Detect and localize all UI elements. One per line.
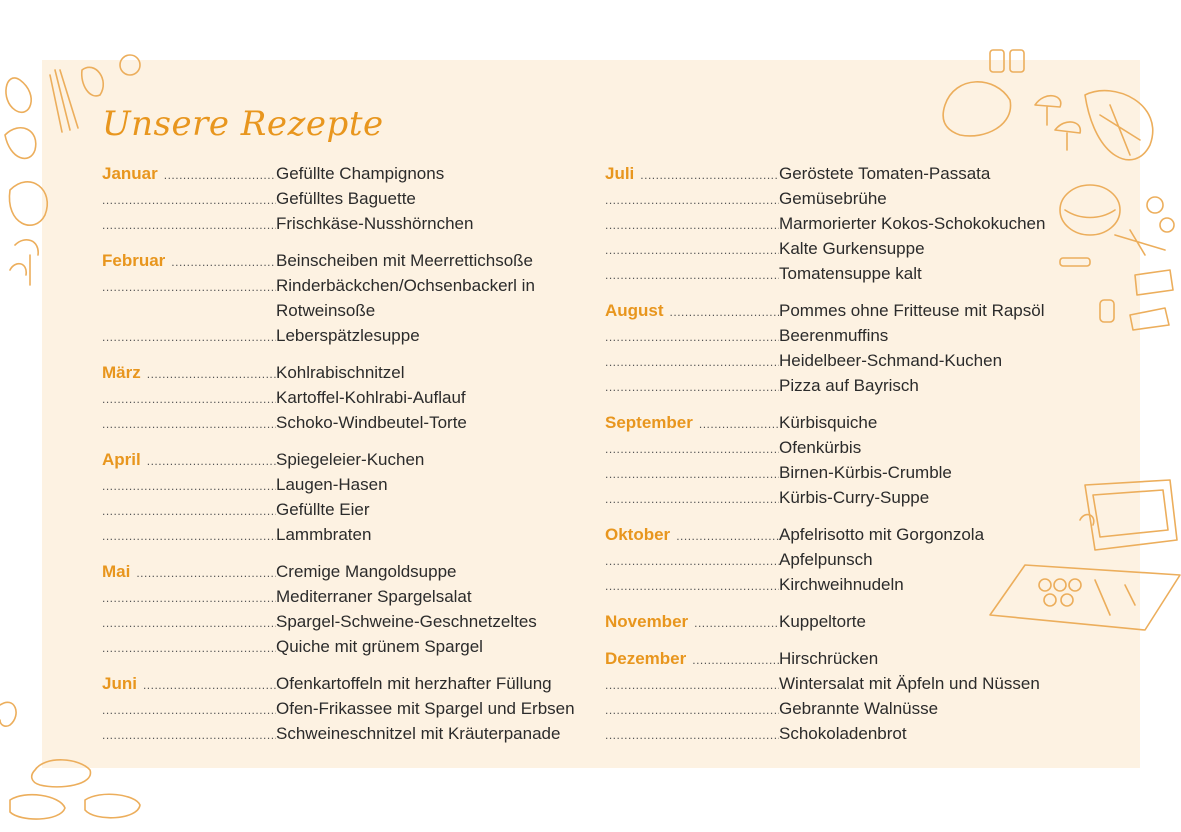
- recipe-name: Ofenkartoffeln mit herzhafter Füllung: [276, 674, 552, 693]
- recipe-name: Heidelbeer-Schmand-Kuchen: [779, 351, 1003, 370]
- month-leader: [102, 193, 276, 207]
- recipe-row: [102, 251, 575, 276]
- recipe-row: [102, 525, 575, 550]
- month-leader: [102, 164, 276, 184]
- recipe-name: Gefüllte Eier: [276, 500, 370, 519]
- month-label: Juli: [605, 164, 635, 183]
- recipe-name: Apfelpunsch: [779, 550, 873, 569]
- dot-leader: [605, 442, 779, 456]
- dot-leader: [136, 566, 276, 580]
- recipe-row: [605, 488, 1045, 513]
- recipe-column-left: [102, 164, 575, 749]
- recipe-name: Beinscheiben mit Meerrettichsoße: [276, 251, 534, 270]
- dot-leader: [102, 728, 276, 742]
- dot-leader: [102, 392, 276, 406]
- month-label: März: [102, 363, 141, 382]
- recipe-row: [102, 450, 575, 475]
- month-spacer: [102, 438, 575, 450]
- recipe-name: Schweineschnitzel mit Kräuterpanade: [276, 724, 561, 743]
- recipe-name: Kalte Gurkensuppe: [779, 239, 925, 258]
- recipe-name: Kirchweihnudeln: [779, 575, 904, 594]
- month-leader: [102, 616, 276, 630]
- recipe-name: Beerenmuffins: [779, 326, 889, 345]
- month-spacer: [102, 550, 575, 562]
- month-spacer: [605, 513, 1045, 525]
- month-leader: [102, 330, 276, 344]
- dot-leader: [102, 417, 276, 431]
- month-leader: [605, 380, 779, 394]
- month-leader: [605, 554, 779, 568]
- recipe-row: [605, 214, 1045, 239]
- recipe-row: [102, 164, 575, 189]
- recipe-name: Pizza auf Bayrisch: [779, 376, 919, 395]
- month-leader: [605, 442, 779, 456]
- dot-leader: [605, 330, 779, 344]
- dot-leader: [670, 305, 779, 319]
- dot-leader: [102, 703, 276, 717]
- month-spacer: [605, 600, 1045, 612]
- recipe-row: [605, 164, 1045, 189]
- dot-leader: [699, 417, 779, 431]
- month-leader: [605, 678, 779, 692]
- dot-leader: [676, 529, 779, 543]
- month-label: Juni: [102, 674, 137, 693]
- month-leader: [605, 728, 779, 742]
- recipe-row: [102, 587, 575, 612]
- dot-leader: [605, 492, 779, 506]
- month-leader: [102, 674, 276, 694]
- month-spacer: [605, 289, 1045, 301]
- recipe-name: Birnen-Kürbis-Crumble: [779, 463, 952, 482]
- dot-leader: [605, 728, 779, 742]
- recipe-name: Gebrannte Walnüsse: [779, 699, 939, 718]
- recipe-name: Marmorierter Kokos-Schokokuchen: [779, 214, 1046, 233]
- month-leader: [102, 363, 276, 383]
- month-leader: [605, 355, 779, 369]
- month-leader: [605, 413, 779, 433]
- month-leader: [605, 525, 779, 545]
- month-leader: [605, 467, 779, 481]
- month-leader: [605, 579, 779, 593]
- month-leader: [102, 641, 276, 655]
- dot-leader: [605, 579, 779, 593]
- recipe-row: [605, 264, 1045, 289]
- dot-leader: [640, 168, 779, 182]
- recipe-name: Frischkäse-Nusshörnchen: [276, 214, 474, 233]
- recipe-name-continuation: Rotweinsoße: [276, 301, 376, 320]
- recipe-row: [605, 376, 1045, 401]
- month-leader: [605, 612, 779, 632]
- month-leader: [102, 504, 276, 518]
- month-leader: [605, 164, 779, 184]
- recipe-name: Cremige Mangoldsuppe: [276, 562, 457, 581]
- dot-leader: [102, 479, 276, 493]
- recipe-row: [605, 724, 1045, 749]
- month-spacer: [102, 662, 575, 674]
- month-leader: [102, 450, 276, 470]
- month-label: Oktober: [605, 525, 671, 544]
- dot-leader: [605, 678, 779, 692]
- recipe-row: [102, 413, 575, 438]
- recipe-row: [102, 475, 575, 500]
- recipe-row: [605, 550, 1045, 575]
- recipe-name: Kürbis-Curry-Suppe: [779, 488, 930, 507]
- month-leader: [102, 218, 276, 232]
- dot-leader: [102, 193, 276, 207]
- recipe-name: Geröstete Tomaten-Passata: [779, 164, 991, 183]
- dot-leader: [605, 703, 779, 717]
- recipe-name: Leberspätzlesuppe: [276, 326, 420, 345]
- recipe-row: [605, 438, 1045, 463]
- recipe-row: [102, 699, 575, 724]
- recipe-name: Ofen-Frikassee mit Spargel und Erbsen: [276, 699, 575, 718]
- recipe-name: Kartoffel-Kohlrabi-Auflauf: [276, 388, 466, 407]
- recipe-row: [102, 562, 575, 587]
- recipe-name: Gefülltes Baguette: [276, 189, 416, 208]
- month-label: April: [102, 450, 141, 469]
- month-leader: [102, 529, 276, 543]
- month-leader: [605, 193, 779, 207]
- recipe-row: [605, 525, 1045, 550]
- month-spacer: [102, 239, 575, 251]
- recipe-row: [102, 214, 575, 239]
- recipe-row: [102, 276, 575, 301]
- dot-leader: [605, 380, 779, 394]
- month-label: Februar: [102, 251, 166, 270]
- month-leader: [605, 268, 779, 282]
- dot-leader: [102, 591, 276, 605]
- month-leader: [605, 218, 779, 232]
- dot-leader: [605, 243, 779, 257]
- dot-leader: [605, 193, 779, 207]
- recipe-name: Spargel-Schweine-Geschnetzeltes: [276, 612, 537, 631]
- page-title: Unsere Rezepte: [102, 104, 384, 144]
- month-spacer: [605, 401, 1045, 413]
- dot-leader: [694, 616, 779, 630]
- dot-leader: [605, 554, 779, 568]
- recipe-name: Gefüllte Champignons: [276, 164, 445, 183]
- month-leader: [102, 280, 276, 294]
- recipe-name: Kürbisquiche: [779, 413, 878, 432]
- recipe-row: [102, 612, 575, 637]
- dot-leader: [171, 255, 276, 269]
- recipe-name: Quiche mit grünem Spargel: [276, 637, 483, 656]
- recipe-name: Hirschrücken: [779, 649, 879, 668]
- dot-leader: [102, 504, 276, 518]
- recipe-name: Lammbraten: [276, 525, 372, 544]
- recipe-name: Tomatensuppe kalt: [779, 264, 922, 283]
- month-label: August: [605, 301, 664, 320]
- recipe-row: [102, 388, 575, 413]
- dot-leader: [164, 168, 276, 182]
- month-leader: [605, 243, 779, 257]
- recipe-row: [102, 363, 575, 388]
- month-leader: [605, 492, 779, 506]
- recipe-name: Kohlrabischnitzel: [276, 363, 405, 382]
- recipe-row: [102, 189, 575, 214]
- dot-leader: [102, 330, 276, 344]
- recipe-row: [605, 239, 1045, 264]
- dot-leader: [147, 454, 276, 468]
- month-label: Januar: [102, 164, 158, 183]
- month-leader: [102, 392, 276, 406]
- recipe-row: [605, 351, 1045, 376]
- recipe-name: Pommes ohne Fritteuse mit Rapsöl: [779, 301, 1045, 320]
- dot-leader: [147, 367, 276, 381]
- recipe-row: [605, 326, 1045, 351]
- recipe-name: Apfelrisotto mit Gorgonzola: [779, 525, 985, 544]
- recipe-name: Gemüsebrühe: [779, 189, 887, 208]
- dot-leader: [692, 653, 779, 667]
- dot-leader: [143, 678, 276, 692]
- recipe-name: Laugen-Hasen: [276, 475, 388, 494]
- month-leader: [102, 479, 276, 493]
- month-leader: [102, 591, 276, 605]
- month-leader: [605, 301, 779, 321]
- recipe-name: Schoko-Windbeutel-Torte: [276, 413, 467, 432]
- dot-leader: [102, 280, 276, 294]
- dot-leader: [605, 467, 779, 481]
- recipe-row: [605, 575, 1045, 600]
- recipe-row: [102, 301, 575, 326]
- cheese-illustration: [1055, 180, 1181, 340]
- month-leader: [102, 251, 276, 271]
- recipe-name: Wintersalat mit Äpfeln und Nüssen: [779, 674, 1040, 693]
- recipe-name: Ofenkürbis: [779, 438, 862, 457]
- recipe-name: Schokoladenbrot: [779, 724, 907, 743]
- month-label: September: [605, 413, 693, 432]
- dot-leader: [102, 529, 276, 543]
- month-label: November: [605, 612, 689, 631]
- recipe-row: [102, 674, 575, 699]
- recipe-row: [102, 637, 575, 662]
- recipe-row: [605, 189, 1045, 214]
- recipe-row: [102, 724, 575, 749]
- recipe-row: [605, 699, 1045, 724]
- dot-leader: [102, 641, 276, 655]
- recipe-row: [605, 612, 1045, 637]
- recipe-row: [605, 674, 1045, 699]
- recipe-name: Rinderbäckchen/Ochsenbackerl in: [276, 276, 535, 295]
- month-leader: [102, 562, 276, 582]
- recipe-row: [605, 301, 1045, 326]
- month-leader: [102, 417, 276, 431]
- month-spacer: [102, 351, 575, 363]
- recipe-row: [102, 326, 575, 351]
- recipe-row: [605, 413, 1045, 438]
- recipe-name: Spiegeleier-Kuchen: [276, 450, 425, 469]
- dot-leader: [605, 355, 779, 369]
- month-leader: [605, 330, 779, 344]
- month-spacer: [605, 637, 1045, 649]
- month-label: Mai: [102, 562, 131, 581]
- month-leader: [102, 728, 276, 742]
- recipe-row: [102, 500, 575, 525]
- dot-leader: [102, 616, 276, 630]
- recipe-name: Kuppeltorte: [779, 612, 866, 631]
- recipe-row: [605, 649, 1045, 674]
- dot-leader: [605, 218, 779, 232]
- recipe-name: Mediterraner Spargelsalat: [276, 587, 472, 606]
- month-leader: [605, 703, 779, 717]
- month-leader: [605, 649, 779, 669]
- dot-leader: [605, 268, 779, 282]
- recipe-row: [605, 463, 1045, 488]
- month-label: Dezember: [605, 649, 687, 668]
- recipe-column-right: [605, 164, 1045, 749]
- dot-leader: [102, 218, 276, 232]
- month-leader: [102, 703, 276, 717]
